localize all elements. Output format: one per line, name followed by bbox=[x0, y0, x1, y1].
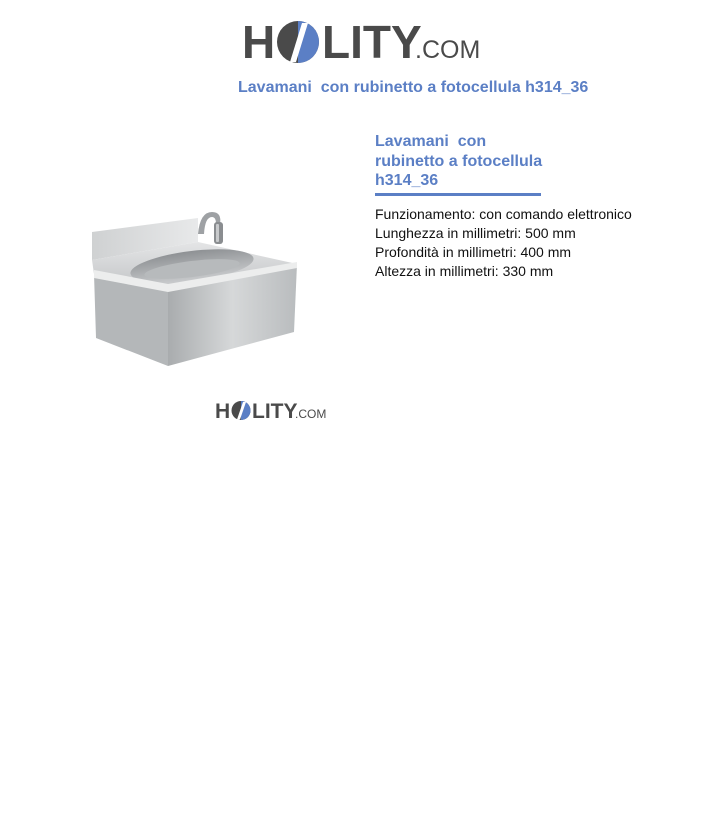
watermark-letter-h: H bbox=[215, 400, 231, 423]
watermark-suffix: .COM bbox=[295, 407, 327, 421]
stainless-steel-washbasin-image bbox=[80, 200, 310, 375]
logo-suffix: .COM bbox=[415, 36, 481, 64]
watermark-letters-lity: LITY bbox=[252, 400, 298, 423]
holity-logo[interactable] bbox=[240, 12, 485, 68]
product-specs bbox=[375, 205, 632, 281]
logo-o-icon bbox=[277, 21, 319, 63]
logo-letters-lity: LITY bbox=[322, 16, 422, 68]
watermark-o-icon bbox=[232, 401, 251, 420]
logo-letter-h: H bbox=[242, 16, 276, 68]
page-title: Lavamani con rubinetto a fotocellula h314_36 bbox=[238, 79, 589, 96]
title-divider bbox=[375, 193, 541, 196]
product-title bbox=[375, 132, 575, 191]
product-title-line: h314_36 bbox=[375, 172, 439, 189]
holity-watermark-logo bbox=[214, 396, 330, 424]
spec-height: Altezza in millimetri: 330 mm bbox=[375, 263, 554, 279]
product-title-line: rubinetto a fotocellula bbox=[375, 152, 543, 170]
product-title-line: Lavamani con bbox=[375, 133, 487, 150]
spec-length: Lunghezza in millimetri: 500 mm bbox=[375, 225, 576, 241]
spec-depth: Profondità in millimetri: 400 mm bbox=[375, 244, 572, 260]
spec-operation: Funzionamento: con comando elettronico bbox=[375, 206, 632, 222]
